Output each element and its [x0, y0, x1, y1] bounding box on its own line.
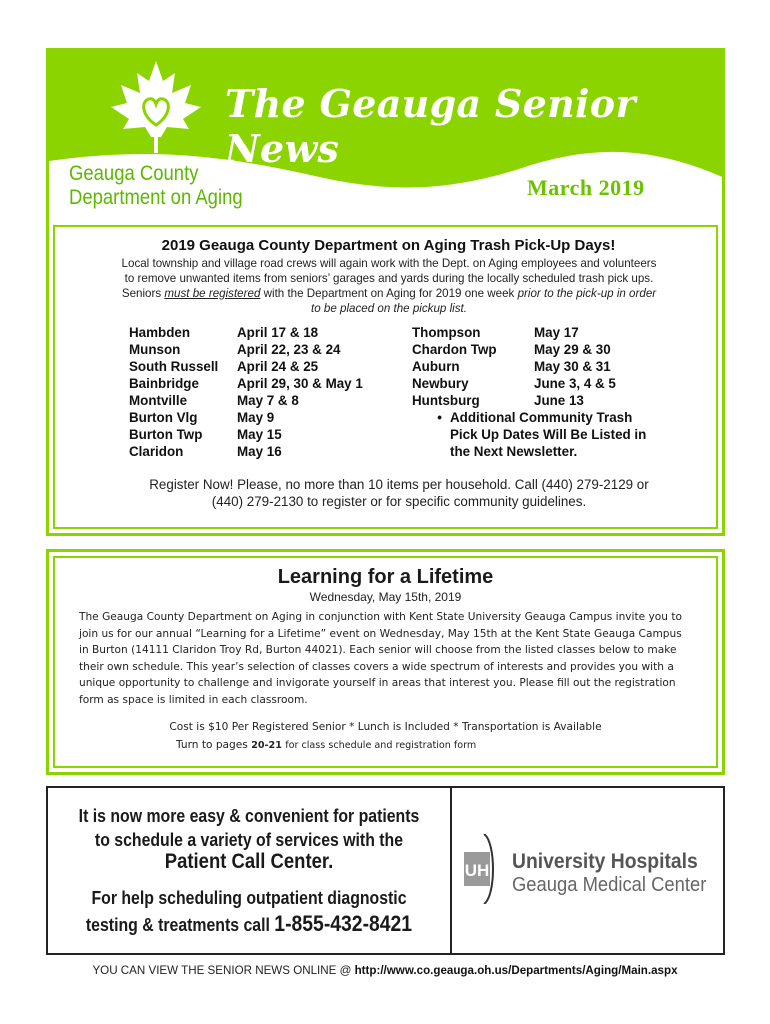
- learning-title: Learning for a Lifetime: [277, 566, 494, 588]
- schedule-row: Huntsburg June 13: [412, 393, 584, 408]
- trash-pickup-section: [46, 48, 725, 536]
- schedule-row: Montville May 7 & 8: [129, 393, 299, 408]
- learning-cost: Cost is $10 Per Registered Senior * Lunch is Included * Transportation is Available: [169, 721, 602, 733]
- masthead-title: The Geauga Senior News: [225, 81, 636, 171]
- registration-emphasis: must be registered: [164, 287, 261, 300]
- schedule-row: Burton Twp May 15: [129, 427, 282, 442]
- schedule-row: South Russell April 24 & 25: [129, 359, 319, 374]
- schedule-row: Newbury June 3, 4 & 5: [412, 376, 616, 391]
- register-info: Register Now! Please, no more than 10 items per household. Call (440) 279-2129 or (440) 279-2130 to register or for specific community guidelines.: [149, 477, 649, 509]
- schedule-row: Chardon Twp May 29 & 30: [412, 342, 611, 357]
- schedule-right: [412, 324, 660, 460]
- svg-text:UH: UH: [464, 861, 490, 880]
- patient-call-center-ad: [46, 786, 725, 955]
- department-name: Geauga County Department on Aging: [69, 162, 243, 209]
- ad-scheduling: For help scheduling outpatient diagnostic testing & treatments call 1-855-432-8421: [85, 888, 413, 936]
- schedule-row: Munson April 22, 23 & 24: [129, 342, 341, 357]
- phone-number: 1-855-432-8421: [274, 911, 413, 936]
- additional-dates-note: • Additional Community Trash Pick Up Dates Will Be Listed in the Next Newsletter.: [412, 409, 660, 460]
- trash-title: 2019 Geauga County Department on Aging Trash Pick-Up Days!: [161, 237, 616, 254]
- schedule-row: Burton Vlg May 9: [129, 410, 275, 425]
- schedule-row: Claridon May 16: [129, 444, 282, 459]
- ad-text: [48, 788, 450, 953]
- ad-headline: Patient Call Center.: [164, 850, 334, 873]
- ad-intro: It is now more easy & convenient for patients to schedule a variety of services with the: [78, 806, 420, 850]
- hospital-name: University Hospitals: [512, 850, 698, 873]
- schedule-left: [129, 324, 363, 460]
- website-link[interactable]: http://www.co.geauga.oh.us/Departments/Aging/Main.aspx: [354, 964, 678, 977]
- schedule-row: Bainbridge April 29, 30 & May 1: [129, 376, 363, 391]
- ad-divider: [450, 788, 452, 953]
- footer: YOU CAN VIEW THE SENIOR NEWS ONLINE @ http://www.co.geauga.oh.us/Departments/Aging/Main.aspx: [92, 964, 678, 977]
- medical-center-name: Geauga Medical Center: [512, 874, 707, 896]
- schedule-row: Hambden April 17 & 18: [129, 325, 319, 340]
- schedule-row: Thompson May 17: [412, 325, 579, 340]
- learning-section: [46, 549, 725, 775]
- learning-description: The Geauga County Department on Aging in conjunction with Kent State University Geauga Campus invite you to join us for our annual “Learning for a Lifetime” event on Wednesday, May 15th at the Kent State Geauga Campus in Burton (14111 Claridon Troy Rd, Burton 44021). Each senior will choose from the listed classes below to make their own schedule. This year’s selection of classes covers a wide spectrum of interests and provides you with a unique opportunity to challenge and invigorate yourself in areas that interest you. Please fill out the registration form as space is limited in each classroom.: [79, 611, 683, 706]
- learning-date: Wednesday, May 15th, 2019: [309, 590, 462, 604]
- issue-date: March 2019: [527, 175, 645, 200]
- schedule-row: Auburn May 30 & 31: [412, 359, 611, 374]
- bullet-icon: •: [437, 410, 442, 425]
- page-reference: Turn to pages 20-21 for class schedule and registration form: [176, 739, 477, 751]
- trash-description: Local township and village road crews will again work with the Dept. on Aging employees and volunteers to remove unwanted items from seniors’ garages and yards during the locally scheduled trash pick ups. Seniors must be registered with the Department on Aging for 2019 one week prior to the pick-up in order to be placed on the pickup list.: [121, 257, 657, 315]
- uh-logo-icon: [462, 834, 506, 904]
